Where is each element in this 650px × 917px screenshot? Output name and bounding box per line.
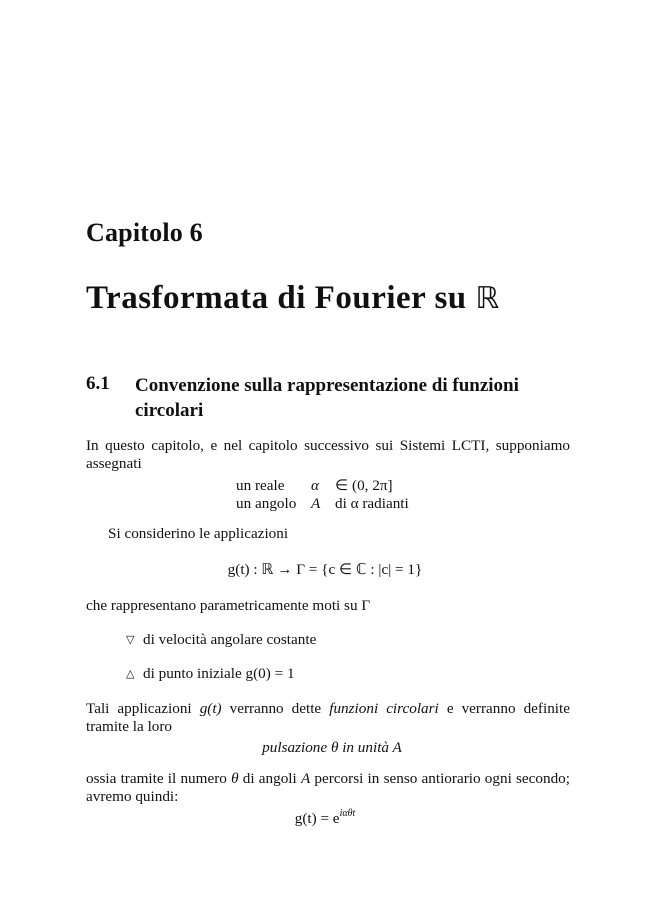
- chapter-title-text: Trasformata di Fourier su: [86, 280, 476, 316]
- chapter-label: Capitolo 6: [86, 218, 203, 247]
- text-span: di angoli: [238, 770, 301, 787]
- assignment-table: [236, 477, 409, 513]
- bullet-text: di velocità angolare costante: [143, 631, 317, 648]
- assignment-row: [236, 495, 409, 513]
- angles-paragraph: [86, 770, 570, 806]
- assignment-desc: di α radianti: [335, 495, 409, 512]
- text-span: e verranno definite tramite la loro: [86, 700, 570, 735]
- mapping-equation: g(t) : ℝ → Γ = {c ∈ ℂ : |c| = 1}: [227, 561, 423, 578]
- assignment-symbol: α: [311, 477, 319, 494]
- math-theta: θ: [231, 770, 239, 787]
- bullet-text: di punto iniziale g(0) = 1: [143, 665, 295, 682]
- bullet-item: [126, 631, 316, 649]
- exponential-equation: [0, 808, 650, 828]
- real-numbers-symbol: ℝ: [475, 281, 500, 316]
- emphasis-term: funzioni circolari: [329, 700, 439, 717]
- assignment-label: un reale: [236, 477, 285, 494]
- equation-base: g(t) = e: [294, 810, 340, 827]
- math-A: A: [300, 770, 311, 787]
- math-gt: g(t): [199, 700, 222, 717]
- down-triangle-icon: ▽: [126, 633, 135, 646]
- chapter-title: [86, 280, 500, 317]
- equation-exponent: iαθt: [339, 808, 356, 819]
- text-span: verranno dette: [221, 700, 330, 717]
- bullet-item: [126, 665, 295, 683]
- assignment-desc: ∈ (0, 2π]: [335, 477, 393, 494]
- assignment-row: [236, 477, 409, 495]
- represent-paragraph: che rappresentano parametricamente moti su Γ: [86, 597, 371, 614]
- section-number: 6.1: [86, 373, 110, 394]
- pulsation-definition: pulsazione θ in unità A: [262, 739, 402, 756]
- assignment-label: un angolo: [236, 495, 297, 512]
- section-title: Convenzione sulla rappresentazione di funzioni circolari: [135, 375, 519, 421]
- text-span: Tali applicazioni: [86, 700, 200, 717]
- up-triangle-icon: △: [126, 667, 135, 680]
- consider-paragraph: Si considerino le applicazioni: [108, 525, 289, 542]
- text-span: ossia tramite il numero: [86, 770, 232, 787]
- intro-paragraph: In questo capitolo, e nel capitolo successivo sui Sistemi LCTI, supponiamo assegnati: [86, 437, 570, 472]
- text-span: percorsi in senso antiorario ogni secondo; avremo quindi:: [86, 770, 570, 805]
- assignment-symbol: A: [311, 495, 321, 512]
- circular-functions-paragraph: [86, 700, 570, 736]
